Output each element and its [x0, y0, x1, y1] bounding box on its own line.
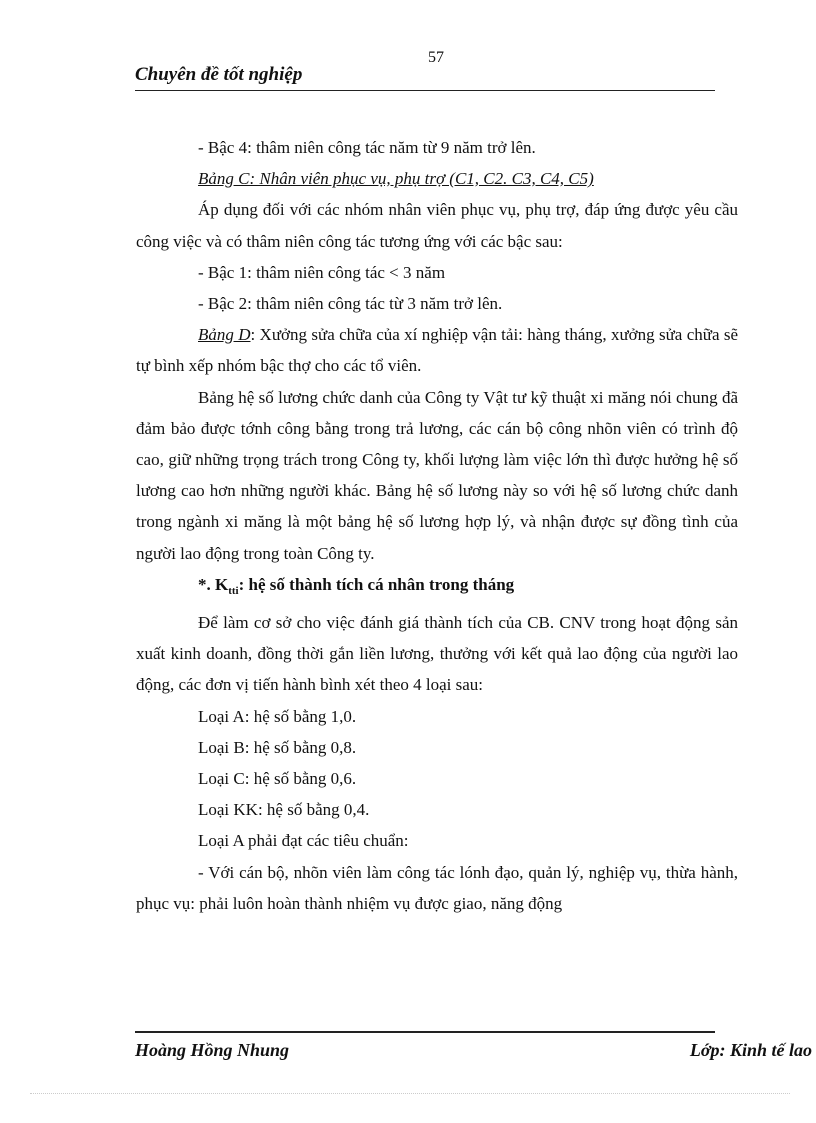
- paragraph-bac-2: - Bậc 2: thâm niên công tác từ 3 năm trở lên.: [198, 294, 503, 314]
- type-item: Loại C: hệ số bằng 0,6.: [198, 769, 357, 789]
- paragraph-bac-4: - Bậc 4: thâm niên công tác năm từ 9 năm trở lên.: [198, 138, 536, 157]
- paragraph-evaluation: Để làm cơ sở cho việc đánh giá thành tích của CB. CNV trong hoạt động sản xuất kinh doanh, đồng thời gắn liền lương, thưởng với kết quả lao động của người lao động, các đơn vị tiến hành bình xét theo 4 loại sau:: [136, 613, 738, 695]
- table-d-label: Bảng D: [198, 325, 251, 345]
- paragraph-criteria: Loại A phải đạt các tiêu chuẩn:: [198, 831, 409, 851]
- footer-author: Hoàng Hồng Nhung: [135, 1040, 290, 1060]
- heading-suffix: : hệ số thành tích cá nhân trong tháng: [238, 574, 515, 594]
- table-c-heading: [136, 163, 738, 194]
- type-item: Loại B: hệ số bằng 0,8.: [198, 737, 357, 757]
- paragraph-salary-table: Bảng hệ số lương chức danh của Công ty Vật tư kỹ thuật xi măng nói chung đã đảm bảo được tớnh công bằng trong trả lương, các cán bộ công nhõn viên có trình độ cao, giữ những trọng trách trong Công ty, khối lượng làm việc lớn thì được hưởng hệ số lương cao hơn những người khác. Bảng hệ số lương này so với hệ số lương chức danh trong ngành xi măng là một bảng hệ số lương hợp lý, và nhận được sự đồng tình của người lao động trong toàn Công ty.: [136, 387, 738, 563]
- heading-subscript: tti: [228, 584, 239, 597]
- table-c-label: Bảng C: Nhân viên phục vụ, phụ trợ (C1, C2. C3, C4, C5): [198, 169, 594, 189]
- document-body: [136, 132, 738, 919]
- paragraph-table-d: [136, 319, 738, 381]
- type-item: Loại KK: hệ số bằng 0,4.: [198, 800, 370, 820]
- header-divider: [135, 90, 715, 91]
- header-title: Chuyên đề tốt nghiệp: [135, 64, 303, 85]
- page-number: 57: [428, 49, 444, 66]
- paragraph-staff: - Với cán bộ, nhõn viên làm công tác lónh đạo, quản lý, nghiệp vụ, thừa hành, phục vụ: phải luôn hoàn thành nhiệm vụ được giao, năng động: [136, 862, 738, 913]
- heading-prefix: *. K: [198, 574, 229, 594]
- paragraph-bac-1: - Bậc 1: thâm niên công tác < 3 năm: [198, 262, 446, 282]
- page-edge-divider: [30, 1093, 790, 1094]
- table-d-text: : Xưởng sửa chữa của xí nghiệp vận tải: hàng tháng, xưởng sửa chữa sẽ tự bình xếp nhóm bậc thợ cho các tổ viên.: [136, 325, 738, 376]
- footer-divider: [135, 1031, 715, 1033]
- section-heading: [136, 569, 738, 607]
- type-item: Loại A: hệ số bằng 1,0.: [198, 706, 357, 726]
- footer-class: Lớp: Kinh tế lao: [689, 1040, 812, 1060]
- paragraph-apply: Áp dụng đối với các nhóm nhân viên phục vụ, phụ trợ, đáp ứng được yêu cầu công việc và có thâm niên công tác tương ứng với các bậc sau:: [136, 200, 738, 251]
